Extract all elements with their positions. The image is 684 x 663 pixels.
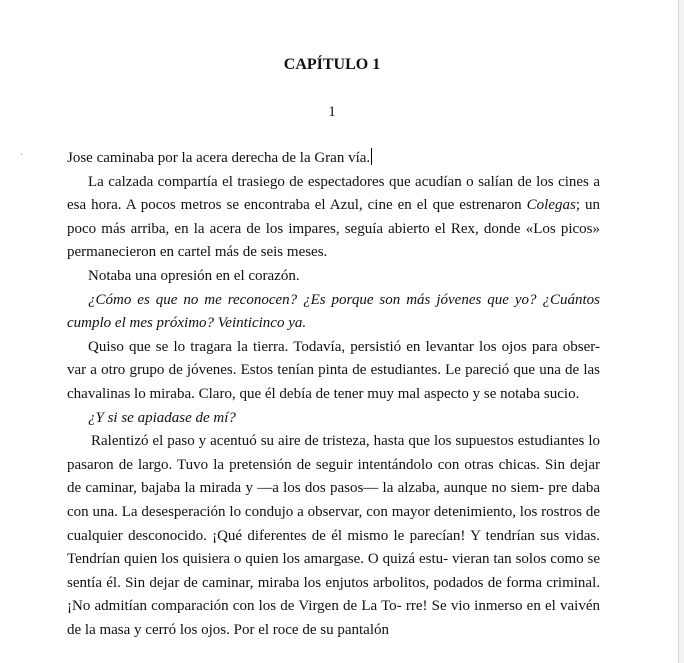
- paragraph-2-text-c: ; un poco más arriba, en la acera de los impares, seguía abierto el Rex, donde «Los picos» permanecieron en cartel más de seis meses.: [67, 197, 600, 261]
- paragraph-4-thought[interactable]: ¿Cómo es que no me reconocen? ¿Es porque son más jóvenes que yo? ¿Cuántos cumplo el mes próximo? Veinticinco ya.: [67, 291, 600, 332]
- paragraph-2[interactable]: [67, 171, 600, 265]
- paragraph-1-text: Jose caminaba por la acera derecha de la Gran vía.: [67, 150, 371, 166]
- paragraph-2-text-a: La calzada compartía el trasiego de espectadores que acudían o salían de los cines a esa hora. A pocos metros se encontraba el Azul, cine en el que estrenaron: [67, 173, 600, 214]
- paragraph-3[interactable]: Notaba una opresión en el corazón.: [88, 267, 300, 284]
- page-edge: [679, 0, 684, 663]
- document-body[interactable]: [67, 147, 600, 642]
- chapter-title: CAPÍTULO 1: [283, 56, 381, 73]
- text-cursor: [371, 148, 372, 165]
- paragraph-5[interactable]: Quiso que se lo tragara la tierra. Todavía, persistió en levantar los ojos para obser- var a otro grupo de jóvenes. Estos tenían pinta de estudiantes. Le pareció que una de las chavalinas lo miraba. Claro, que él debía de tener muy mal aspecto y se notaba sucio.: [67, 338, 600, 402]
- margin-mark: ·: [20, 150, 23, 159]
- paragraph-7[interactable]: Ralentizó el paso y acentuó su aire de tristeza, hasta que los supuestos estudiantes lo pasaron de largo. Tuvo la pretensión de seguir intentándolo con otras chicas. Sin dejar de caminar, bajaba la mirada y —a los dos pasos— la alzaba, aunque no siem- pre daba con una. La desesperación lo condujo a observar, con mayor detenimiento, los rostros de cualquier desconocido. ¡Qué diferentes de él mismo le parecían! Y tendrían sus vidas. Tendrían quien los quisiera o quien los amargase. O quizá estu- vieran tan solos como se sentía él. Sin dejar de caminar, miraba los enjutos arbolitos, podados de forma criminal. ¡No admitían comparación con los de Virgen de La To- rre! Se vio inmerso en el vaivén de la masa y cerró los ojos. Por el roce de su pantalón: [67, 433, 600, 638]
- section-number: 1: [328, 104, 336, 120]
- paragraph-6-thought[interactable]: ¿Y si se apiadase de mí?: [88, 409, 236, 426]
- paragraph-2-italic-title: Colegas: [526, 197, 576, 214]
- paragraph-1[interactable]: [67, 147, 600, 171]
